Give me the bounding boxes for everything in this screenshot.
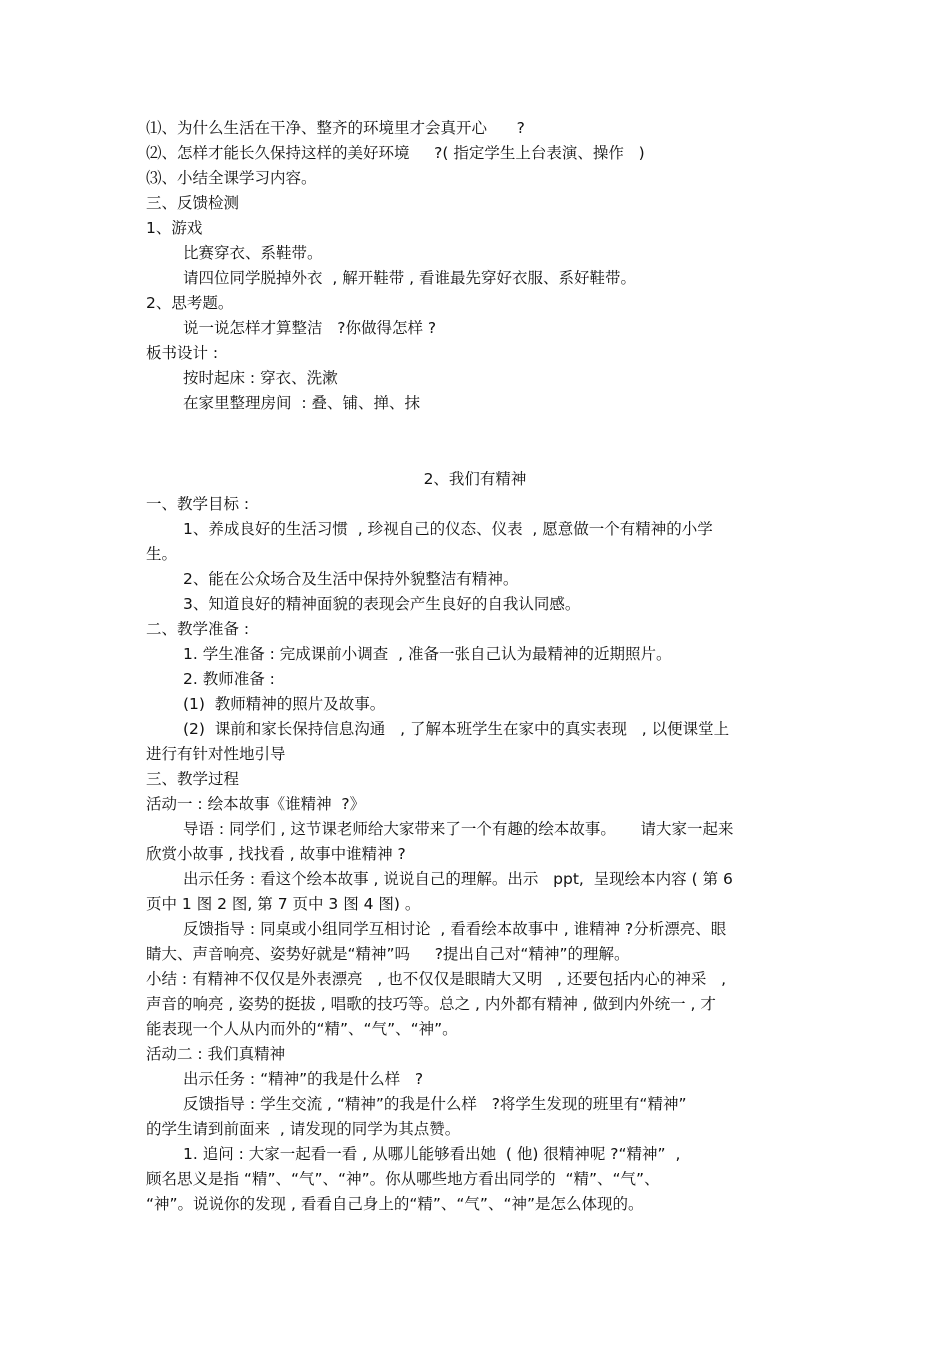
- text-line: 睛大、声音响亮、姿势好就是“精神”吗 ?提出自己对“精神”的理解。: [146, 945, 630, 963]
- text-line: ⑵、怎样才能长久保持这样的美好环境 ?( 指定学生上台表演、操作 ): [146, 144, 645, 162]
- text-line: 导语 : 同学们 , 这节课老师给大家带来了一个有趣的绘本故事。 请大家一起来: [183, 820, 734, 838]
- text-line: 出示任务 : 看这个绘本故事 , 说说自己的理解。出示 ppt, 呈现绘本内容 ( 第 6: [183, 870, 733, 888]
- activity-heading: 活动一 : 绘本故事《谁精神 ?》: [146, 795, 366, 813]
- text-line: 按时起床 : 穿衣、洗漱: [183, 369, 338, 387]
- text-line: 请四位同学脱掉外衣 , 解开鞋带 , 看谁最先穿好衣服、系好鞋带。: [183, 269, 636, 287]
- text-line: ⑴、为什么生活在干净、整齐的环境里才会真开心 ?: [146, 119, 525, 137]
- text-line: 小结 : 有精神不仅仅是外表漂亮 , 也不仅仅是眼睛大又明 , 还要包括内心的神采 ,: [146, 970, 727, 988]
- text-line: 能表现一个人从内而外的“精”、“气”、“神”。: [146, 1020, 458, 1038]
- section-heading: 二、教学准备 :: [146, 620, 250, 638]
- text-line: 进行有针对性地引导: [146, 745, 286, 763]
- text-line: (1) 教师精神的照片及故事。: [183, 695, 386, 713]
- text-line: 反馈指导 : 同桌或小组同学互相讨论 , 看看绘本故事中 , 谁精神 ?分析漂亮、眼: [183, 920, 727, 938]
- text-line: 出示任务 : “精神”的我是什么样 ?: [183, 1070, 424, 1088]
- text-line: 说一说怎样才算整洁 ?你做得怎样 ?: [183, 319, 437, 337]
- text-line: 1、养成良好的生活习惯 , 珍视自己的仪态、仪表 , 愿意做一个有精神的小学: [183, 520, 713, 538]
- section-heading: 一、教学目标 :: [146, 495, 250, 513]
- text-line: (2) 课前和家长保持信息沟通 , 了解本班学生在家中的真实表现 , 以便课堂上: [183, 720, 730, 738]
- text-line: 1、游戏: [146, 219, 203, 237]
- text-line: 欣赏小故事 , 找找看 , 故事中谁精神 ?: [146, 845, 406, 863]
- text-line: 2、思考题。: [146, 294, 234, 312]
- text-line: 在家里整理房间 : 叠、铺、掸、抹: [183, 394, 421, 412]
- text-line: ⑶、小结全课学习内容。: [146, 169, 317, 187]
- text-line: 顾名思义是指 “精”、“气”、“神”。你从哪些地方看出同学的 “精”、“气”、: [146, 1170, 660, 1188]
- text-line: “神”。说说你的发现 , 看看自己身上的“精”、“气”、“神”是怎么体现的。: [146, 1195, 644, 1213]
- text-line: 比赛穿衣、系鞋带。: [183, 244, 323, 262]
- section-heading: 板书设计 :: [146, 344, 219, 362]
- text-line: 声音的响亮 , 姿势的挺拔 , 唱歌的技巧等。总之 , 内外都有精神 , 做到内外统一 , 才: [146, 995, 716, 1013]
- text-line: 的学生请到前面来 , 请发现的同学为其点赞。: [146, 1120, 461, 1138]
- text-line: 页中 1 图 2 图, 第 7 页中 3 图 4 图) 。: [146, 895, 421, 913]
- section-heading: 三、教学过程: [146, 770, 240, 788]
- text-line: 3、知道良好的精神面貌的表现会产生良好的自我认同感。: [183, 595, 581, 613]
- activity-heading: 活动二 : 我们真精神: [146, 1045, 286, 1063]
- text-line: 1. 学生准备 : 完成课前小调查 , 准备一张自己认为最精神的近期照片。: [183, 645, 672, 663]
- text-line: 生。: [146, 545, 178, 563]
- lesson-title: 2、我们有精神: [423, 470, 527, 488]
- text-line: 1. 追问 : 大家一起看一看 , 从哪儿能够看出她 ( 他) 很精神呢 ?“精神” ,: [183, 1145, 681, 1163]
- section-heading: 三、反馈检测: [146, 194, 240, 212]
- text-line: 2、能在公众场合及生活中保持外貌整洁有精神。: [183, 570, 519, 588]
- text-line: 2. 教师准备 :: [183, 670, 275, 688]
- text-line: 反馈指导 : 学生交流 , “精神”的我是什么样 ?将学生发现的班里有“精神”: [183, 1095, 687, 1113]
